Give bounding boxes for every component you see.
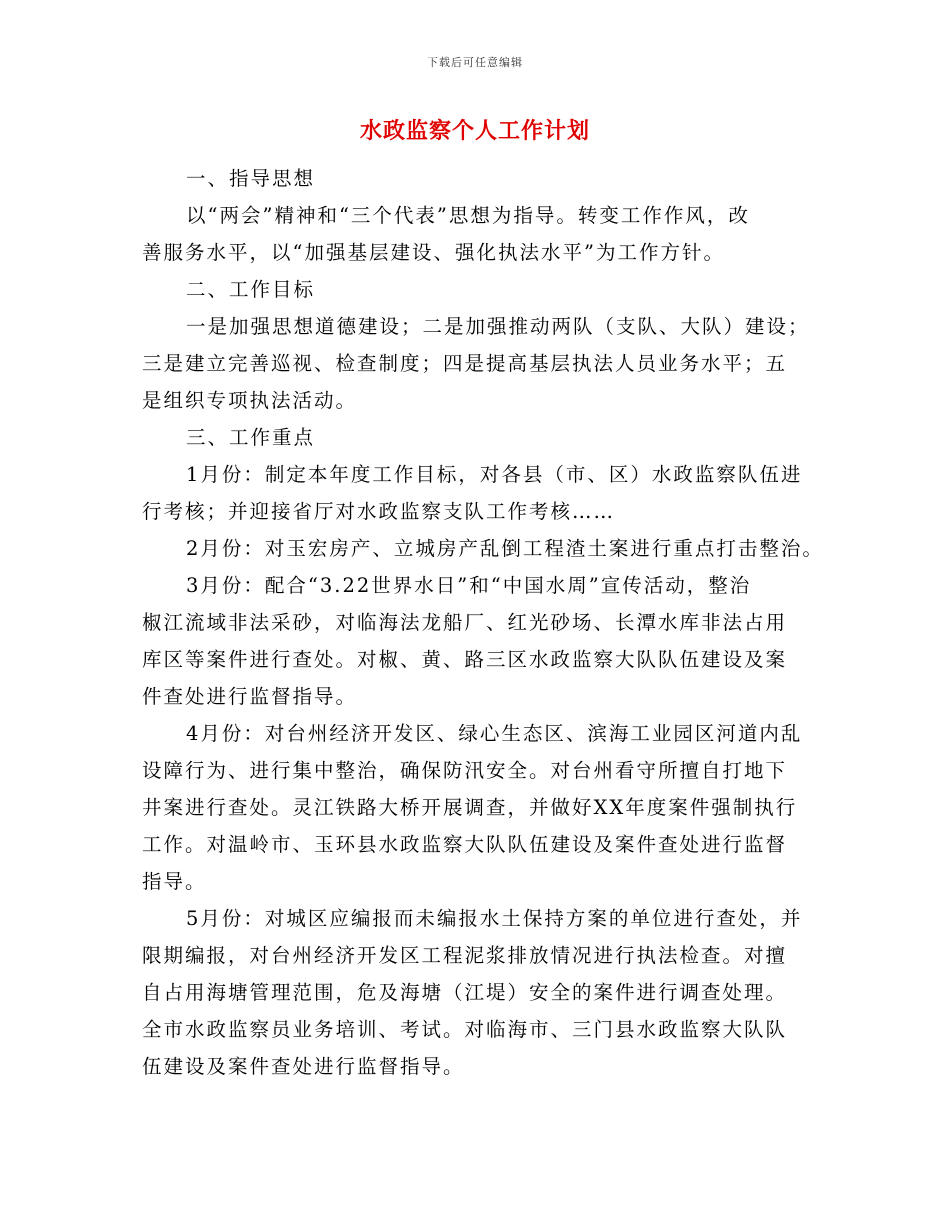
text-line: 伍建设及案件查处进行监督指导。 bbox=[142, 1055, 465, 1078]
text-line: 行考核；并迎接省厅对水政监察支队工作考核…… bbox=[142, 500, 616, 523]
text-line: 件查处进行监督指导。 bbox=[142, 685, 358, 708]
text-line: 一是加强思想道德建设；二是加强推动两队（支队、大队）建设； bbox=[186, 315, 810, 338]
text-line: 自占用海塘管理范围，危及海塘（江堤）安全的案件进行调查处理。 bbox=[142, 981, 788, 1004]
document-title: 水政监察个人工作计划 bbox=[359, 118, 590, 144]
text-line: 指导。 bbox=[142, 870, 207, 893]
text-line: 4月份：对台州经济开发区、绿心生态区、滨海工业园区河道内乱 bbox=[186, 722, 803, 745]
text-line: 全市水政监察员业务培训、考试。对临海市、三门县水政监察大队队 bbox=[142, 1018, 788, 1041]
text-line: 是组织专项执法活动。 bbox=[142, 389, 358, 412]
paragraph-work-goals bbox=[142, 308, 832, 419]
section-heading-work-goals bbox=[142, 271, 832, 308]
section-heading-work-focus bbox=[142, 419, 832, 456]
paragraph-january bbox=[142, 456, 832, 530]
text-line: 工作。对温岭市、玉环县水政监察大队队伍建设及案件查处进行监督 bbox=[142, 833, 788, 856]
paragraph-may bbox=[142, 900, 832, 1085]
paragraph-february bbox=[142, 530, 832, 567]
text-line: 1月份：制定本年度工作目标，对各县（市、区）水政监察队伍进 bbox=[186, 463, 803, 486]
text-line: 5月份：对城区应编报而未编报水土保持方案的单位进行查处，并 bbox=[186, 907, 803, 930]
paragraph-march bbox=[142, 567, 832, 715]
text-line: 三、工作重点 bbox=[186, 426, 316, 449]
text-line: 2月份：对玉宏房产、立城房产乱倒工程渣土案进行重点打击整治。 bbox=[186, 537, 824, 560]
text-line: 二、工作目标 bbox=[186, 278, 316, 301]
text-line: 椒江流域非法采砂，对临海法龙船厂、红光砂场、长潭水库非法占用 bbox=[142, 611, 788, 634]
text-line: 限期编报，对台州经济开发区工程泥浆排放情况进行执法检查。对擅 bbox=[142, 944, 788, 967]
text-line: 3月份：配合“3.22世界水日”和“中国水周”宣传活动，整治 bbox=[186, 574, 752, 597]
text-line: 设障行为、进行集中整治，确保防汛安全。对台州看守所擅自打地下 bbox=[142, 759, 788, 782]
text-line: 以“两会”精神和“三个代表”思想为指导。转变工作作风，改 bbox=[186, 204, 750, 227]
paragraph-guiding-thought bbox=[142, 197, 832, 271]
document-body bbox=[142, 160, 832, 1085]
text-line: 井案进行查处。灵江铁路大桥开展调查，并做好XX年度案件强制执行 bbox=[142, 796, 798, 819]
section-heading-guiding-thought bbox=[142, 160, 832, 197]
text-line: 善服务水平，以“加强基层建设、强化执法水平”为工作方针。 bbox=[142, 241, 725, 264]
header-note: 下载后可任意编辑 bbox=[427, 56, 523, 69]
text-line: 三是建立完善巡视、检查制度；四是提高基层执法人员业务水平；五 bbox=[142, 352, 788, 375]
paragraph-april bbox=[142, 715, 832, 900]
text-line: 库区等案件进行查处。对椒、黄、路三区水政监察大队队伍建设及案 bbox=[142, 648, 788, 671]
text-line: 一、指导思想 bbox=[186, 167, 316, 190]
